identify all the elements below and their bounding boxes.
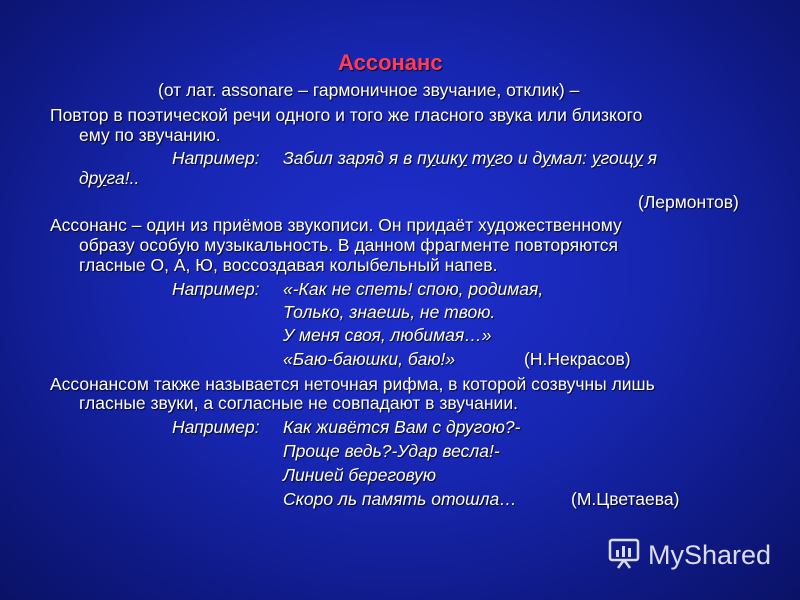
example3-line-1: Как живётся Вам с другою?-	[283, 417, 521, 437]
example3-line-2: Проще ведь?-Удар весла!-	[283, 441, 500, 461]
para3-line-2: гласные звуки, а согласные не совпадают в звучании.	[79, 393, 518, 413]
para3-line-1: Ассонансом также называется неточная рифма, в которой созвучны лишь	[50, 374, 655, 394]
origin-line: (от лат. assonare – гармоничное звучание, отклик) –	[158, 80, 580, 100]
definition-line-1: Повтор в поэтической речи одного и того же гласного звука или близкого	[50, 105, 643, 125]
slide-title: Ассонанс	[338, 50, 443, 75]
para2-line-3: гласные О, А, Ю, воссоздавая колыбельный напев.	[79, 255, 498, 275]
para2-line-1: Ассонанс – один из приёмов звукописи. Он придаёт художественному	[50, 215, 622, 235]
para2-line-2: образу особую музыкальность. В данном фрагменте повторяются	[79, 235, 618, 255]
example3-label: Например:	[172, 417, 260, 437]
presentation-icon	[608, 536, 642, 575]
example2-line-2: Только, знаешь, не твою.	[283, 302, 496, 322]
example1-line-1: Забил заряд я в пушку туго и думал: угощу я	[283, 148, 657, 168]
example2-line-1: «-Как не спеть! спою, родимая,	[283, 279, 544, 299]
example2-line-3: У меня своя, любимая…»	[283, 325, 492, 345]
definition-line-2: ему по звучанию.	[79, 125, 221, 145]
example3-line-3: Линией береговую	[283, 465, 437, 485]
watermark	[608, 536, 771, 575]
example1-author: (Лермонтов)	[638, 192, 739, 212]
example3-line-4: Скоро ль память отошла…	[283, 489, 517, 509]
example3-author: (М.Цветаева)	[571, 489, 680, 509]
example2-label: Например:	[172, 279, 260, 299]
example2-line-4: «Баю-баюшки, баю!»	[283, 349, 456, 369]
watermark-text: MyShared	[648, 540, 772, 570]
example1-line-2: друга!..	[79, 168, 140, 188]
example1-label: Например:	[172, 148, 260, 168]
example2-author: (Н.Некрасов)	[524, 349, 631, 369]
